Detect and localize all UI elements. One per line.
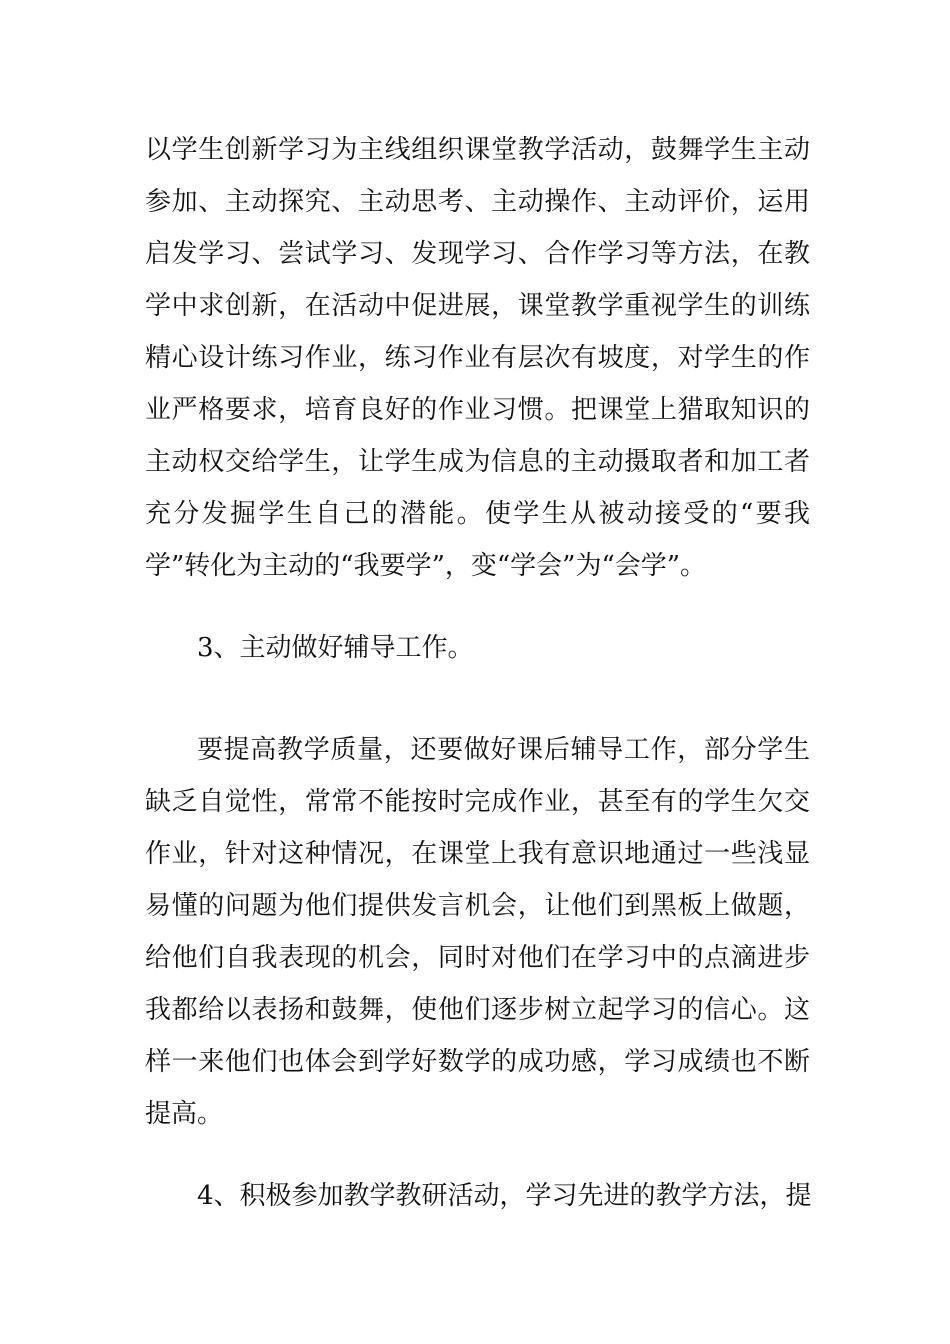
paragraph-line: 缺乏自觉性，常常不能按时完成作业，甚至有的学生欠交 bbox=[145, 787, 810, 817]
paragraph-line: 提高。 bbox=[145, 1099, 224, 1129]
paragraph-line: 以学生创新学习为主线组织课堂教学活动，鼓舞学生主动 bbox=[145, 135, 810, 165]
paragraph-line: 学中求创新，在活动中促进展，课堂教学重视学生的训练 bbox=[145, 291, 810, 321]
paragraph-line: 主动权交给学生，让学生成为信息的主动摄取者和加工者 bbox=[145, 447, 810, 477]
paragraph-line: 启发学习、尝试学习、发现学习、合作学习等方法，在教 bbox=[145, 239, 810, 269]
paragraph-line: 要提高教学质量，还要做好课后辅导工作，部分学生 bbox=[197, 735, 810, 765]
paragraph-line: 作业，针对这种情况，在课堂上我有意识地通过一些浅显 bbox=[145, 839, 810, 869]
section-heading-4 bbox=[145, 1170, 810, 1222]
paragraph-teaching-innovation bbox=[145, 124, 810, 592]
paragraph-line: 学”转化为主动的“我要学”，变“学会”为“会学”。 bbox=[145, 551, 707, 581]
paragraph-tutoring bbox=[145, 724, 810, 1140]
section-heading-3 bbox=[145, 622, 810, 674]
paragraph-line: 给他们自我表现的机会，同时对他们在学习中的点滴进步 bbox=[145, 943, 810, 973]
heading-text: 3、主动做好辅导工作。 bbox=[197, 633, 474, 663]
paragraph-line: 业严格要求，培育良好的作业习惯。把课堂上猎取知识的 bbox=[145, 395, 810, 425]
paragraph-line: 精心设计练习作业，练习作业有层次有坡度，对学生的作 bbox=[145, 343, 810, 373]
paragraph-line: 充分发掘学生自己的潜能。使学生从被动接受的“要我 bbox=[145, 499, 810, 529]
paragraph-line: 样一来他们也体会到学好数学的成功感，学习成绩也不断 bbox=[145, 1047, 810, 1077]
paragraph-line: 参加、主动探究、主动思考、主动操作、主动评价，运用 bbox=[145, 187, 810, 217]
paragraph-line: 易懂的问题为他们提供发言机会，让他们到黑板上做题， bbox=[145, 891, 810, 921]
heading-text: 4、积极参加教学教研活动，学习先进的教学方法，提 bbox=[197, 1181, 812, 1211]
paragraph-line: 我都给以表扬和鼓舞，使他们逐步树立起学习的信心。这 bbox=[145, 995, 810, 1025]
